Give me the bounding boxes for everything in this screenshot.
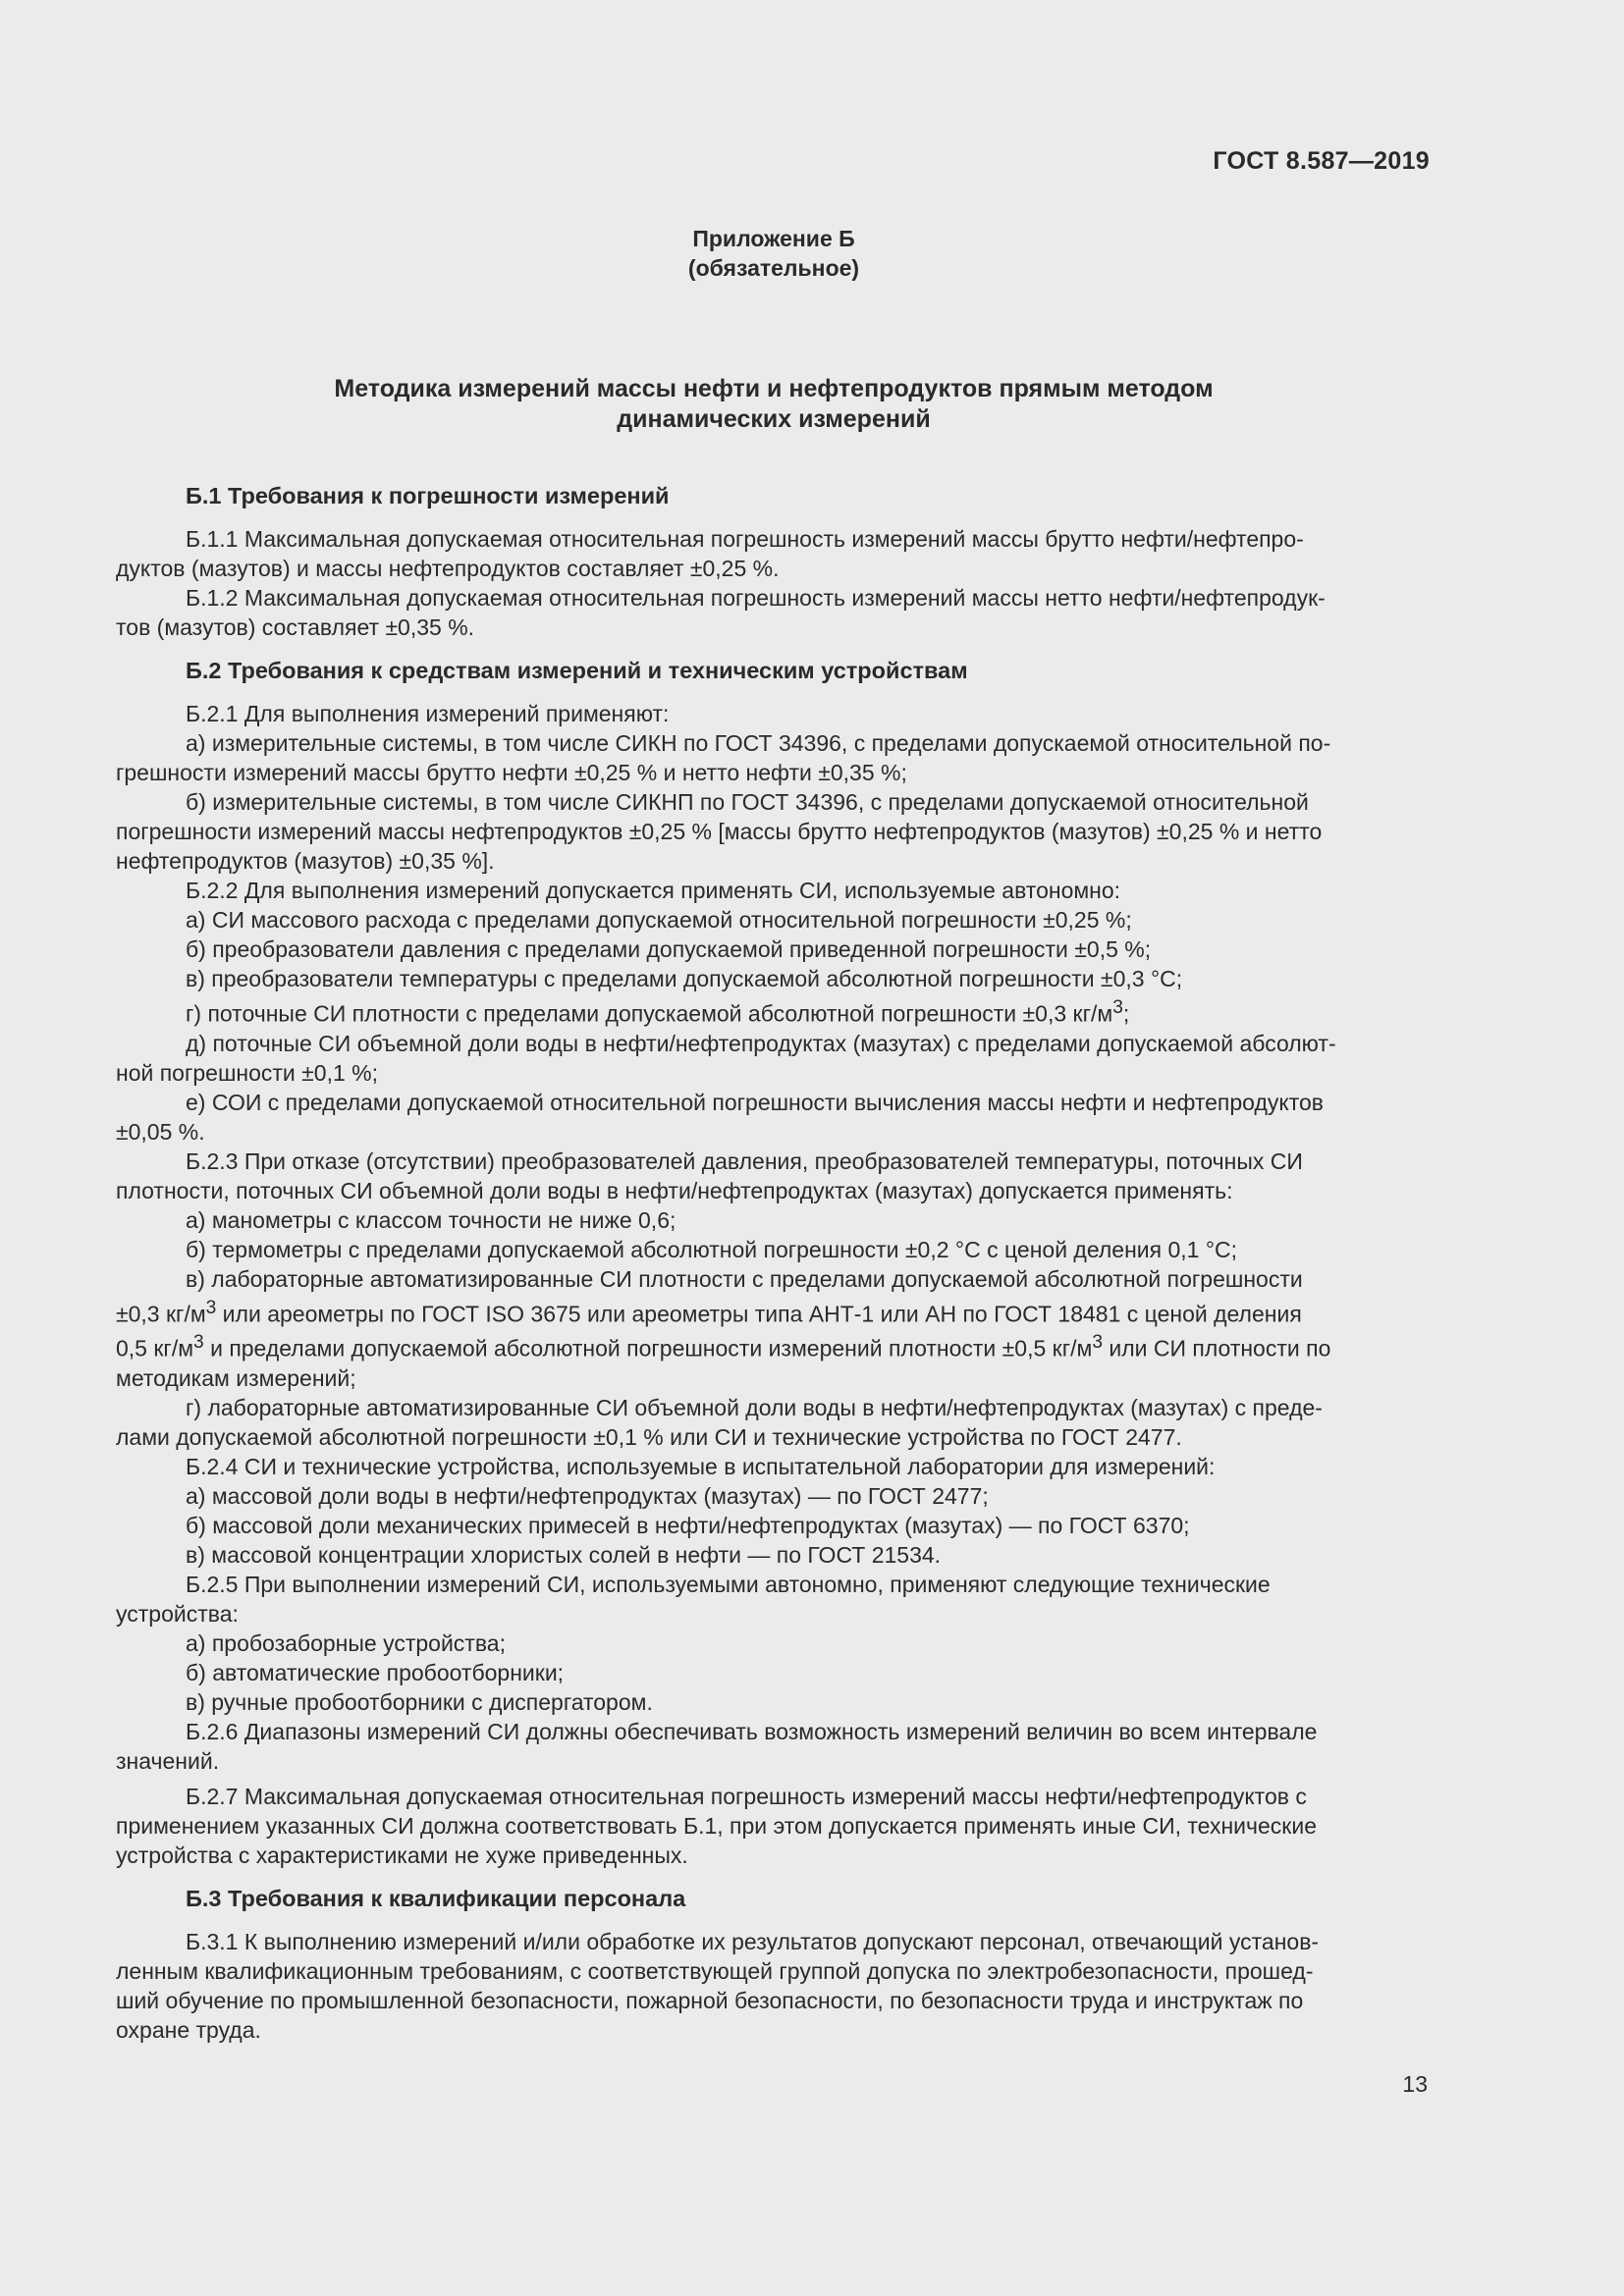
text-line: в) массовой концентрации хлористых солей в нефти — по ГОСТ 21534. xyxy=(186,1541,942,1568)
text-line: погрешности измерений массы нефтепродуктов ±0,25 % [массы брутто нефтепродуктов (мазутов) ±0,25 % и нетто xyxy=(116,819,1323,844)
text-line: плотности, поточных СИ объемной доли воды в нефти/нефтепродуктах (мазутах) допускается применять: xyxy=(116,1177,1233,1203)
section-heading-b3: Б.3 Требования к квалификации персонала xyxy=(186,1885,686,1911)
appendix-title: Приложение Б xyxy=(692,226,855,251)
appendix-status: (обязательное) xyxy=(687,255,860,281)
text-line: д) поточные СИ объемной доли воды в нефти/нефтепродуктах (мазутах) с пределами допускаемой абсолют- xyxy=(186,1030,1336,1056)
text-line: Б.2.6 Диапазоны измерений СИ должны обеспечивать возможность измерений величин во всем интервале xyxy=(186,1718,1318,1744)
text-line: в) ручные пробоотборники с диспергатором. xyxy=(186,1688,653,1715)
text-line: а) СИ массового расхода с пределами допускаемой относительной погрешности ±0,25 %; xyxy=(186,907,1132,933)
text-line: б) массовой доли механических примесей в нефти/нефтепродуктах (мазутах) — по ГОСТ 6370; xyxy=(186,1512,1190,1538)
paragraph-b1-1-line-2: дуктов (мазутов) и массы нефтепродуктов составляет ±0,25 %. xyxy=(116,556,780,581)
text-line: ±0,05 %. xyxy=(116,1118,205,1145)
text-line: а) измерительные системы, в том числе СИКН по ГОСТ 34396, с пределами допускаемой относительной по- xyxy=(186,730,1331,756)
text-line: Б.2.2 Для выполнения измерений допускается применять СИ, используемые автономно: xyxy=(186,878,1121,903)
text-line: а) пробозаборные устройства; xyxy=(186,1629,506,1656)
text-line: г) лабораторные автоматизированные СИ объемной доли воды в нефти/нефтепродуктах (мазутах) с преде- xyxy=(186,1394,1323,1420)
text-line: б) автоматические пробоотборники; xyxy=(186,1659,565,1685)
text-line: а) манометры с классом точности не ниже 0,6; xyxy=(186,1206,677,1233)
text-line: Б.2.5 При выполнении измерений СИ, используемыми автономно, применяют следующие технические xyxy=(186,1571,1271,1597)
text-line: г) поточные СИ плотности с пределами допускаемой абсолютной погрешности ±0,3 $кг/м^3$; xyxy=(186,997,1130,1027)
text-line: б) измерительные системы, в том числе СИКНП по ГОСТ 34396, с пределами допускаемой относительной xyxy=(186,789,1309,815)
text-line: е) СОИ с пределами допускаемой относительной погрешности вычисления массы нефти и нефтепродуктов xyxy=(186,1089,1324,1115)
paragraph-b1-1-line-1: Б.1.1 Максимальная допускаемая относительная погрешность измерений массы брутто нефти/нефтепро- xyxy=(186,526,1304,552)
text-line: б) преобразователи давления с пределами допускаемой приведенной погрешности ±0,5 %; xyxy=(186,936,1152,962)
text-line: значений. xyxy=(116,1747,220,1774)
section-heading-b2: Б.2 Требования к средствам измерений и техническим устройствам xyxy=(186,658,968,683)
text-line: б) термометры с пределами допускаемой абсолютной погрешности ±0,2 °С с ценой деления 0,1 °С; xyxy=(186,1236,1238,1262)
text-line: грешности измерений массы брутто нефти ±0,25 % и нетто нефти ±0,35 %; xyxy=(116,760,907,785)
text-line: Б.2.1 Для выполнения измерений применяют: xyxy=(186,701,670,726)
main-title-line-2: динамических измерений xyxy=(617,405,931,433)
text-line: ленным квалификационным требованиям, с соответствующей группой допуска по электробезопасности, прошед- xyxy=(116,1957,1314,1984)
document-code: ГОСТ 8.587—2019 xyxy=(1213,147,1430,175)
text-line: Б.3.1 К выполнению измерений и/или обработке их результатов допускают персонал, отвечающий установ- xyxy=(186,1928,1320,1954)
text-line: Б.2.4 СИ и технические устройства, используемые в испытательной лаборатории для измерений: xyxy=(186,1453,1216,1479)
text-line: 0,5 $кг/м^3$ и пределами допускаемой абсолютной погрешности измерений плотности ±0,5 $кг/м^3$ или СИ плотности по xyxy=(116,1332,1331,1362)
text-line: а) массовой доли воды в нефти/нефтепродуктах (мазутах) — по ГОСТ 2477; xyxy=(186,1482,989,1509)
text-line: методикам измерений; xyxy=(116,1364,356,1391)
text-line: ший обучение по промышленной безопасности, пожарной безопасности, по безопасности труда и инструктаж по xyxy=(116,1987,1304,2013)
text-line: охране труда. xyxy=(116,2016,261,2043)
paragraph-b1-2-line-2: тов (мазутов) составляет ±0,35 %. xyxy=(116,614,475,640)
text-line: Б.2.7 Максимальная допускаемая относительная погрешность измерений массы нефти/нефтепродуктов с xyxy=(186,1783,1307,1809)
paragraph-b1-2-line-1: Б.1.2 Максимальная допускаемая относительная погрешность измерений массы нетто нефти/нефтепродук- xyxy=(186,585,1326,611)
text-line: устройства с характеристиками не хуже приведенных. xyxy=(116,1842,688,1868)
text-line: применением указанных СИ должна соответствовать Б.1, при этом допускается применять иные СИ, технические xyxy=(116,1812,1317,1839)
page-number: 13 xyxy=(1402,2071,1428,2097)
text-line: Б.2.3 При отказе (отсутствии) преобразователей давления, преобразователей температуры, поточных СИ xyxy=(186,1148,1303,1174)
main-title xyxy=(0,374,1547,435)
text-line: ной погрешности ±0,1 %; xyxy=(116,1059,378,1086)
text-line: в) преобразователи температуры с пределами допускаемой абсолютной погрешности ±0,3 °С; xyxy=(186,966,1183,991)
text-line: устройства: xyxy=(116,1600,239,1627)
section-heading-b1: Б.1 Требования к погрешности измерений xyxy=(186,483,670,508)
main-title-line-1: Методика измерений массы нефти и нефтепродуктов прямым методом xyxy=(334,375,1214,402)
document-body xyxy=(116,481,1431,2045)
text-line: лами допускаемой абсолютной погрешности ±0,1 % или СИ и технические устройства по ГОСТ 2477. xyxy=(116,1423,1182,1450)
appendix-heading xyxy=(0,224,1547,283)
text-line: нефтепродуктов (мазутов) ±0,35 %]. xyxy=(116,848,495,874)
text-line: ±0,3 $кг/м^3$ или ареометры по ГОСТ ISO 3675 или ареометры типа АНТ-1 или АН по ГОСТ 18481 с ценой деления xyxy=(116,1297,1302,1327)
text-line: в) лабораторные автоматизированные СИ плотности с пределами допускаемой абсолютной погрешности xyxy=(186,1265,1303,1292)
